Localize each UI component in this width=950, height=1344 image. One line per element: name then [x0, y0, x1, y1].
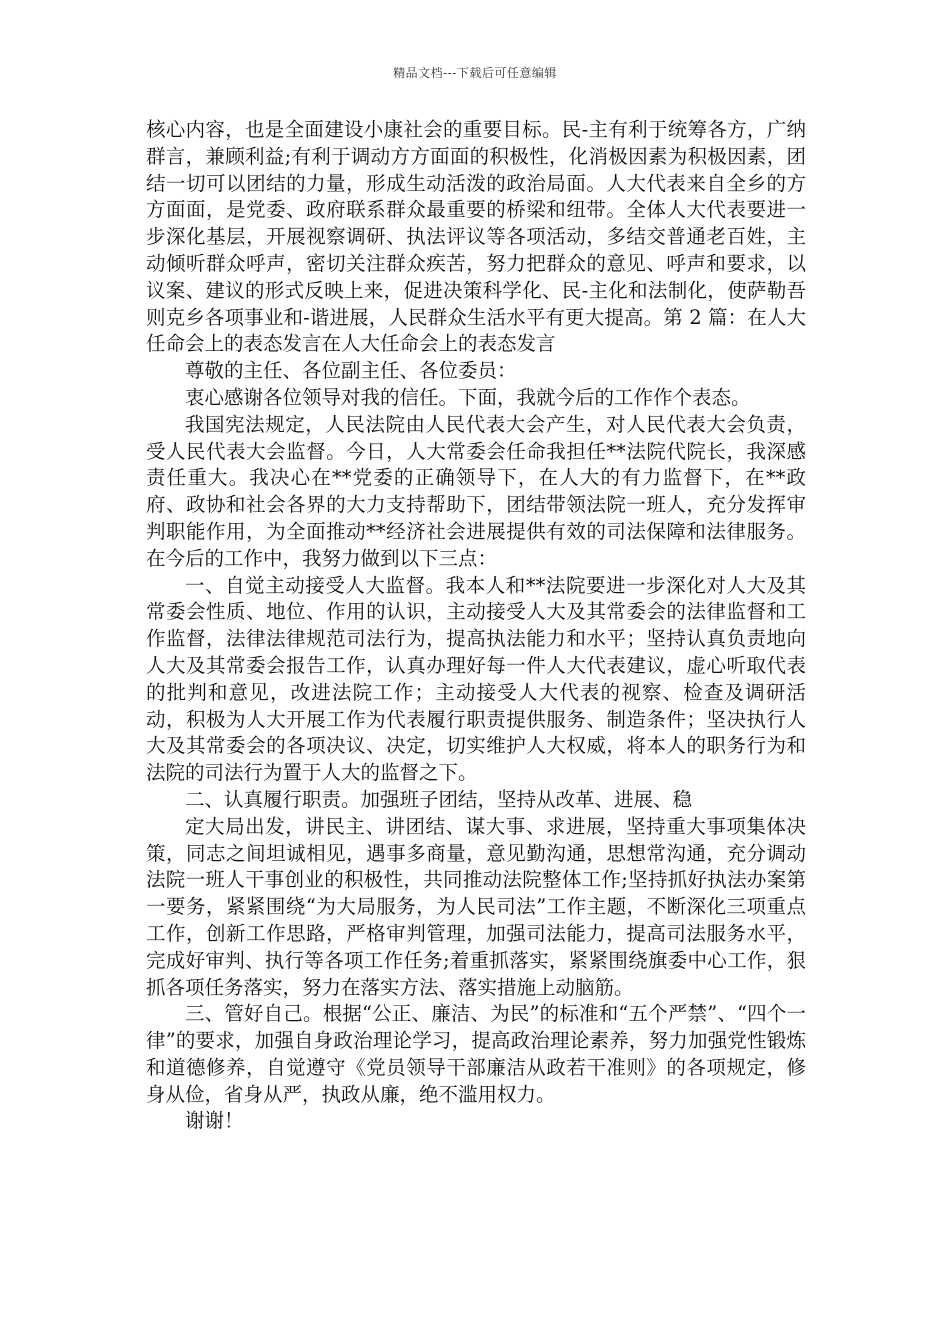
paragraph-intro: 我国宪法规定，人民法院由人民代表大会产生，对人民代表大会负责，受人民代表大会监督。今日，人大常委会任命我担任**法院代院长，我深感责任重大。我决心在**党委的正确领导下，在人大的有力监督下，在**政府、政协和社会各界的大力支持帮助下，团结带领法院一班人，充分发挥审判职能作用，为全面推动**经济社会进展提供有效的司法保障和法律服务。在今后的工作中，我努力做到以下三点：: [146, 412, 806, 570]
paragraph-salutation: 尊敬的主任、各位副主任、各位委员：: [185, 359, 517, 383]
paragraph-point-two-heading: 二、认真履行职责。加强班子团结，坚持从改革、进展、稳: [185, 787, 693, 811]
paragraph-point-three: 三、管好自己。根据“公正、廉洁、为民”的标准和“五个严禁”、“四个一律”的要求，加强自身政治理论学习，提高政治理论素养，努力加强党性锻炼和道德修养，自觉遵守《党员领导干部廉洁从政若干准则》的各项规定，修身从俭，省身从严，执政从廉，绝不滥用权力。: [146, 1002, 806, 1106]
paragraph-point-two-body: 定大局出发，讲民主、讲团结、谋大事、求进展，坚持重大事项集体决策，同志之间坦诚相见，遇事多商量，意见勤沟通，思想常沟通，充分调动法院一班人干事创业的积极性，共同推动法院整体工作;坚持抓好执法办案第一要务，紧紧围绕“为大局服务，为人民司法”工作主题，不断深化三项重点工作，创新工作思路，严格审判管理，加强司法能力，提高司法服务水平，完成好审判、执行等各项工作任务;着重抓落实，紧紧围绕旗委中心工作，狠抓各项任务落实，努力在落实方法、落实措施上动脑筋。: [146, 814, 806, 999]
paragraph-point-one: 一、自觉主动接受人大监督。我本人和**法院要进一步深化对人大及其常委会性质、地位、作用的认识，主动接受人大及其常委会的法律监督和工作监督，法律法律规范司法行为，提高执法能力和水平；坚持认真负责地向人大及其常委会报告工作，认真办理好每一件人大代表建议，虚心听取代表的批判和意见，改进法院工作；主动接受人大代表的视察、检查及调研活动，积极为人大开展工作为代表履行职责提供服务、制造条件；坚决执行人大及其常委会的各项决议、决定，切实维护人大权威，将本人的职务行为和法院的司法行为置于人大的监督之下。: [146, 573, 806, 785]
document-body: [146, 117, 806, 1135]
page-header: 精品文档---下载后可任意编辑: [393, 66, 557, 80]
paragraph-continuation: 核心内容，也是全面建设小康社会的重要目标。民-主有利于统筹各方，广纳群言，兼顾利益;有利于调动方方面面的积极性，化消极因素为积极因素，团结一切可以团结的力量，形成生动活泼的政治局面。人大代表来自全乡的方方面面，是党委、政府联系群众最重要的桥梁和纽带。全体人大代表要进一步深化基层，开展视察调研、执法评议等各项活动，多结交普通老百姓，主动倾听群众呼声，密切关注群众疾苦，努力把群众的意见、呼声和要求，以议案、建议的形式反映上来，促进决策科学化、民-主化和法制化，使萨勒吾则克乡各项事业和-谐进展，人民群众生活水平有更大提高。第 2 篇：在人大任命会上的表态发言在人大任命会上的表态发言: [146, 118, 806, 356]
paragraph-closing: 谢谢！: [185, 1109, 244, 1133]
paragraph-thanks: 衷心感谢各位领导对我的信任。下面，我就今后的工作作个表态。: [185, 385, 751, 409]
